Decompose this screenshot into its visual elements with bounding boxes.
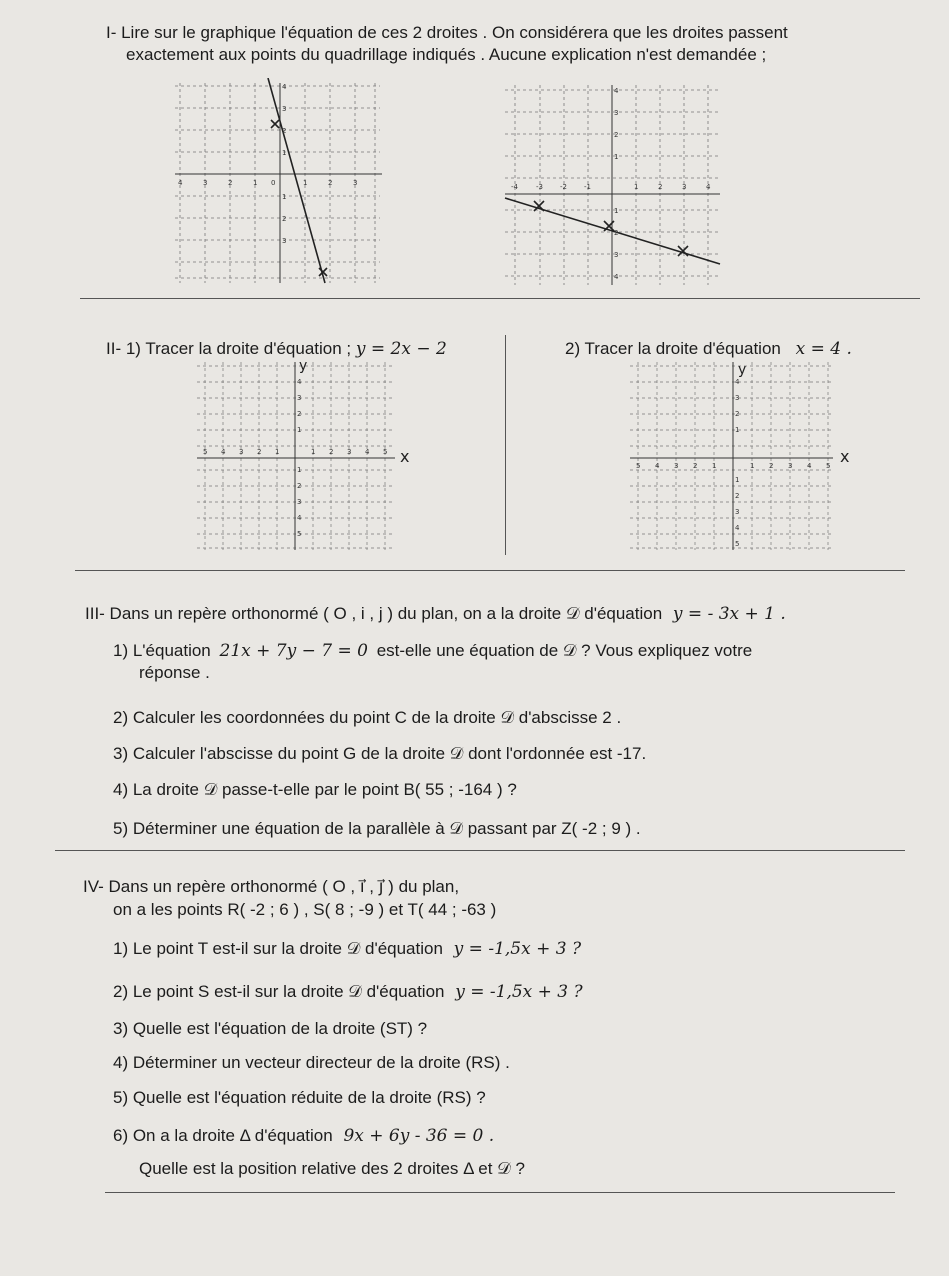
graph-left: [170, 78, 385, 288]
graph-right-ytick: 4: [614, 273, 619, 281]
section4-q1-equation: y = -1,5x + 3 ?: [453, 939, 582, 959]
blank-grid-right[interactable]: [628, 358, 863, 553]
section4-q2-equation: y = -1,5x + 3 ?: [455, 982, 583, 1002]
grid-right-xtick: 1: [712, 462, 717, 470]
graph-left-ytick: 1: [282, 149, 287, 157]
grid-right-ytick: 3: [735, 508, 740, 516]
divider: [55, 850, 905, 851]
grid-right-xtick: 2: [769, 462, 774, 470]
graph-right-ytick: 1: [614, 153, 619, 161]
divider: [80, 298, 920, 299]
section3-q1-b: est-elle une équation de 𝒟 ? Vous expliquez votre: [376, 641, 753, 660]
grid-right-ytick: 4: [735, 524, 740, 532]
graph-right-xtick: -3: [536, 183, 543, 191]
axis-x-label-2: x: [840, 447, 850, 466]
graph-left-xtick: 1: [303, 179, 308, 187]
section4-intro2: on a les points R( -2 ; 6 ) , S( 8 ; -9 ) et T( 44 ; -63 ): [113, 900, 497, 919]
section2-q1-text: II- 1) Tracer la droite d'équation ;: [106, 339, 352, 358]
section2-q2-text: 2) Tracer la droite d'équation: [565, 339, 781, 358]
grid-left-xtick: 2: [257, 448, 262, 456]
section4-q6-b: Quelle est la position relative des 2 droites Δ et 𝒟 ?: [139, 1159, 525, 1178]
graph-right-ytick: 3: [614, 251, 619, 259]
grid-left-xtick: 1: [311, 448, 316, 456]
section3-q4: 4) La droite 𝒟 passe-t-elle par le point B( 55 ; -164 ) ?: [113, 780, 517, 799]
section3-q1-a: 1) L'équation: [113, 641, 211, 660]
section3-q1: [113, 640, 752, 662]
section3-q1-equation: 21x + 7y − 7 = 0: [219, 641, 368, 661]
section3-q5: 5) Déterminer une équation de la parallèle à 𝒟 passant par Z( -2 ; 9 ) .: [113, 819, 641, 838]
section4-q1: [113, 938, 581, 960]
section3-q3: 3) Calculer l'abscisse du point G de la droite 𝒟 dont l'ordonnée est -17.: [113, 744, 647, 763]
graph-right-xtick: 2: [658, 183, 663, 191]
grid-right-xtick: 2: [693, 462, 698, 470]
section4-q2: [113, 981, 583, 1003]
grid-right-ytick: 1: [735, 476, 740, 484]
grid-right-xtick: 1: [750, 462, 755, 470]
graph-left-xtick: 2: [328, 179, 333, 187]
graph-left-xtick: 1: [253, 179, 258, 187]
axis-y-label: y: [299, 358, 308, 374]
grid-left-xtick: 1: [275, 448, 280, 456]
graph-right-xtick: 3: [682, 183, 687, 191]
grid-right-xtick: 5: [636, 462, 641, 470]
graph-left-xtick: 2: [228, 179, 233, 187]
grid-right-ytick: 5: [735, 540, 740, 548]
grid-right-ytick: 3: [735, 394, 740, 402]
graph-left-ytick: 3: [282, 105, 287, 113]
graph-left-xtick: 0: [271, 179, 276, 187]
graph-left-ytick: 1: [282, 193, 287, 201]
grid-left-xtick: 5: [383, 448, 388, 456]
grid-left-xtick: 3: [239, 448, 244, 456]
grid-left-ytick: 1: [297, 466, 302, 474]
grid-left-xtick: 4: [365, 448, 370, 456]
axis-y-label-2: y: [738, 362, 747, 378]
section4-intro1: IV- Dans un repère orthonormé ( O , ı⃗ , ȷ⃗ ) du plan,: [83, 877, 460, 896]
graph-right-xtick: -2: [560, 183, 567, 191]
section3-q2: 2) Calculer les coordonnées du point C de la droite 𝒟 d'abscisse 2 .: [113, 708, 622, 727]
grid-left-xtick: 3: [347, 448, 352, 456]
graph-left-ytick: 4: [282, 83, 287, 91]
blank-grid-left[interactable]: [195, 358, 425, 553]
grid-left-ytick: 3: [297, 498, 302, 506]
grid-left-ytick: 4: [297, 378, 302, 386]
section4-q1-text: 1) Le point T est-il sur la droite 𝒟 d'équation: [113, 939, 443, 958]
section4-q5: 5) Quelle est l'équation réduite de la droite (RS) ?: [113, 1088, 486, 1107]
grid-left-ytick: 2: [297, 410, 302, 418]
grid-right-ytick: 1: [735, 426, 740, 434]
grid-right-ytick: 2: [735, 492, 740, 500]
column-divider: [505, 335, 506, 555]
grid-left-xtick: 4: [221, 448, 226, 456]
grid-left-ytick: 3: [297, 394, 302, 402]
section2-q2-equation: x = 4 .: [795, 339, 852, 359]
grid-left-ytick: 1: [297, 426, 302, 434]
section4-q3: 3) Quelle est l'équation de la droite (ST) ?: [113, 1019, 428, 1038]
graph-right-ytick: 3: [614, 109, 619, 117]
grid-right-xtick: 3: [788, 462, 793, 470]
graph-right-xtick: -4: [511, 183, 518, 191]
graph-right-ytick: 1: [614, 207, 619, 215]
section3-intro-equation: y = - 3x + 1 .: [672, 604, 786, 624]
graph-right-xtick: 1: [634, 183, 639, 191]
grid-right-xtick: 4: [655, 462, 660, 470]
grid-right-xtick: 3: [674, 462, 679, 470]
section1-line2: exactement aux points du quadrillage indiqués . Aucune explication n'est demandée ;: [126, 45, 767, 64]
graph-right-ytick: 4: [614, 87, 619, 95]
graph-left-ytick: 3: [282, 237, 287, 245]
graph-right-ytick: 2: [614, 229, 619, 237]
grid-left-xtick: 2: [329, 448, 334, 456]
grid-right-ytick: 4: [735, 378, 740, 386]
grid-left-ytick: 5: [297, 530, 302, 538]
section1-line1: I- Lire sur le graphique l'équation de ces 2 droites . On considérera que les droites passent: [106, 23, 788, 42]
section4-q4: 4) Déterminer un vecteur directeur de la droite (RS) .: [113, 1053, 510, 1072]
graph-left-xtick: 3: [203, 179, 208, 187]
divider: [75, 570, 905, 571]
section2-q1-equation: y = 2x − 2: [355, 339, 447, 359]
section2-q2: [565, 338, 852, 360]
grid-left-ytick: 4: [297, 514, 302, 522]
axis-x-label: x: [400, 447, 410, 466]
graph-right-xtick: 4: [706, 183, 711, 191]
section3-intro: [85, 603, 786, 625]
graph-left-xtick: 4: [178, 179, 183, 187]
section4-q6-text: 6) On a la droite Δ d'équation: [113, 1126, 333, 1145]
graph-right: [500, 80, 725, 290]
grid-right-ytick: 2: [735, 410, 740, 418]
grid-right-xtick: 4: [807, 462, 812, 470]
grid-left-ytick: 2: [297, 482, 302, 490]
section4-q6-equation: 9x + 6y - 36 = 0 .: [343, 1126, 495, 1146]
section4-q6: [113, 1125, 494, 1147]
divider: [105, 1192, 895, 1193]
graph-right-ytick: 2: [614, 131, 619, 139]
section4-q2-text: 2) Le point S est-il sur la droite 𝒟 d'équation: [113, 982, 445, 1001]
grid-right-xtick: 5: [826, 462, 831, 470]
graph-right-xtick: -1: [584, 183, 591, 191]
section2-q1: [106, 338, 447, 360]
graph-left-xtick: 3: [353, 179, 358, 187]
graph-left-ytick: 2: [282, 127, 287, 135]
grid-left-xtick: 5: [203, 448, 208, 456]
section3-q1-c: réponse .: [139, 663, 210, 682]
section3-intro-text: III- Dans un repère orthonormé ( O , i , j ) du plan, on a la droite 𝒟 d'équation: [85, 604, 663, 623]
graph-left-ytick: 2: [282, 215, 287, 223]
